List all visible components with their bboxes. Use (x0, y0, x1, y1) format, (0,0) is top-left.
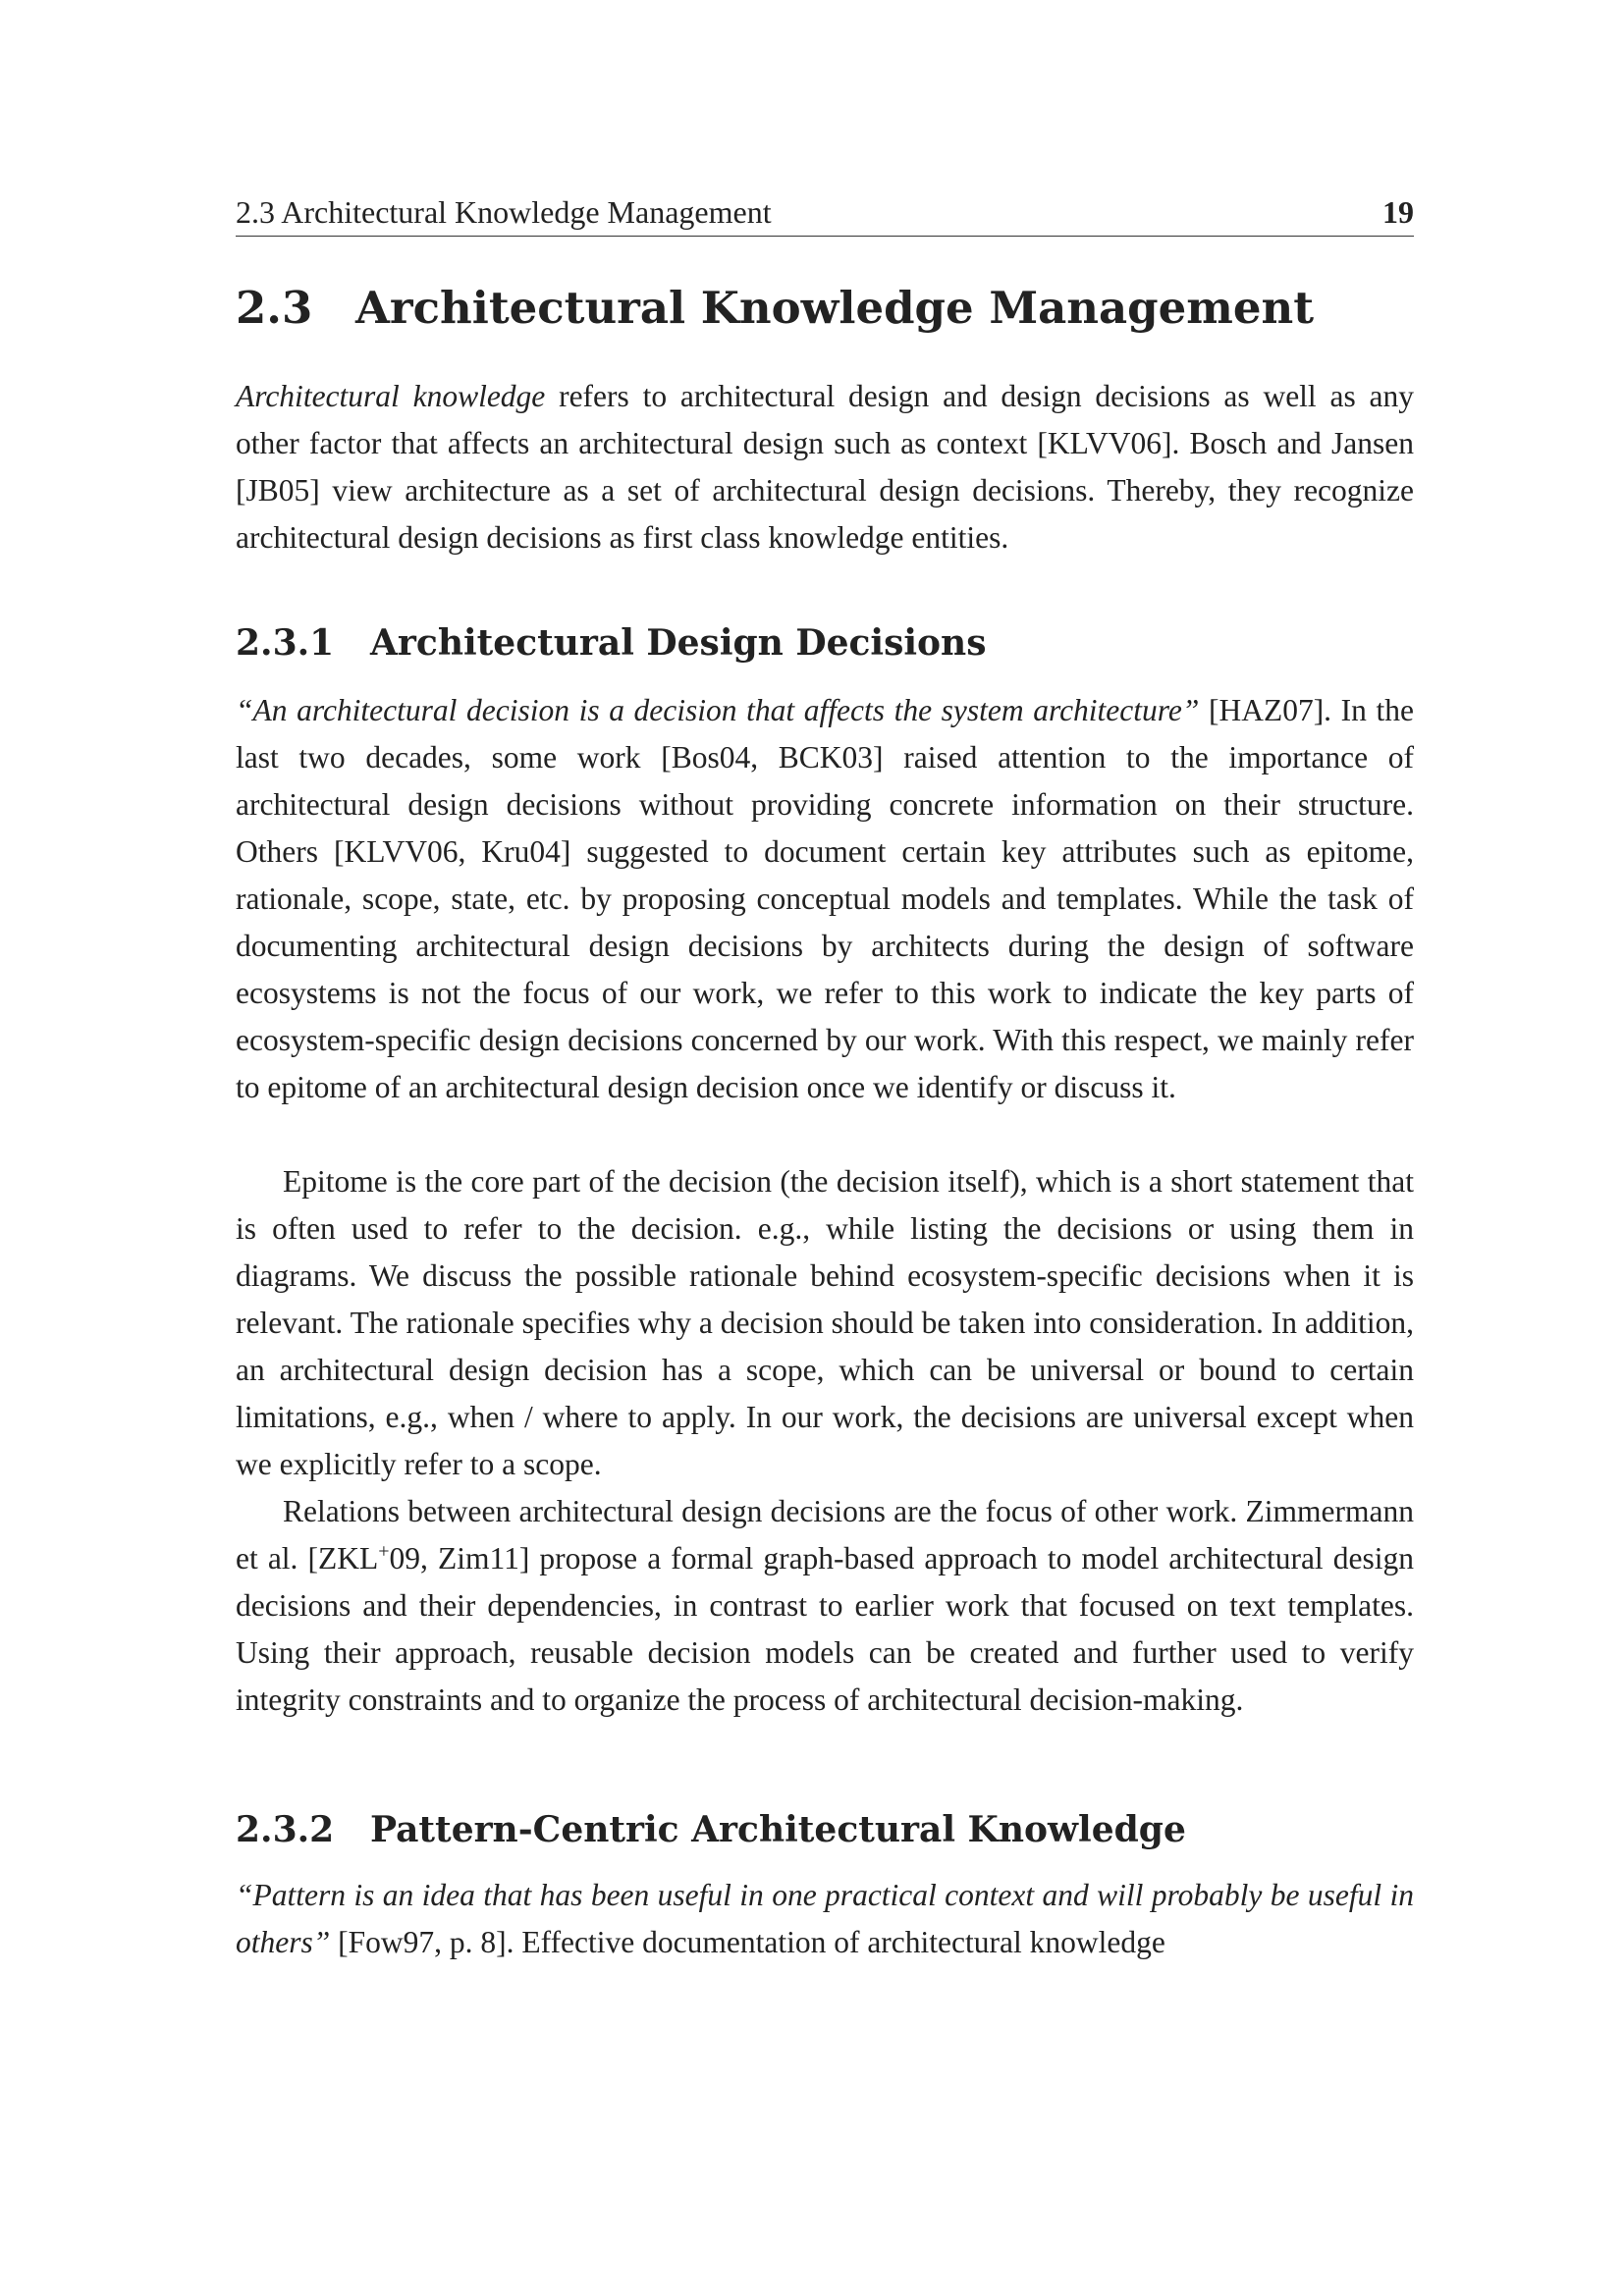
subsection-1-number: 2.3.1 (236, 622, 335, 664)
intro-term: Architectural knowledge (236, 379, 546, 413)
subsection-heading-2 (236, 1809, 1186, 1850)
paragraph-1-text: [HAZ07]. In the last two decades, some work [Bos04, BCK03] raised attention to the importance of architectural design decisions without providing concrete information on their structure. Others [KLVV06, Kru04] suggested to document certain key attributes such as epitome, rationale, scope, state, etc. by proposing conceptual models and templates. While the task of documenting architectural design decisions by architects during the design of software ecosystems is not the focus of our work, we refer to this work to indicate the key parts of ecosystem-specific design decisions concerned by our work. With this respect, we mainly refer to epitome of an architectural design decision once we identify or discuss it. (236, 693, 1414, 1104)
section-number: 2.3 (236, 282, 313, 334)
subsection-2-paragraph-1 (236, 1872, 1414, 1966)
section-title: Architectural Knowledge Management (355, 282, 1315, 334)
subsection-2-number: 2.3.2 (236, 1809, 335, 1850)
pattern-quote: “Pattern is an idea that has been useful in one practical context and will probably be useful in others” (236, 1878, 1414, 1959)
section-intro-paragraph (236, 373, 1414, 561)
subsection-1-paragraph-1 (236, 687, 1414, 1111)
section-heading (236, 282, 1314, 334)
running-header-title: 2.3 Architectural Knowledge Management (236, 194, 772, 230)
running-header (236, 194, 1414, 237)
subsection-1-title: Architectural Design Decisions (370, 622, 987, 664)
pattern-paragraph-text: [Fow97, p. 8]. Effective documentation of architectural knowledge (330, 1925, 1165, 1959)
decision-quote: “An architectural decision is a decision that affects the system architecture” (236, 693, 1200, 727)
subsection-1-paragraph-2 (236, 1158, 1414, 1488)
page-number: 19 (1382, 194, 1414, 230)
citation-superscript: + (378, 1540, 390, 1563)
subsection-1-paragraph-3 (236, 1488, 1414, 1724)
subsection-heading-1 (236, 622, 987, 664)
paragraph-3-text-b: 09, Zim11] propose a formal graph-based approach to model architectural design decisions and their dependencies, in contrast to earlier work that focused on text templates. Using their approach, reusable decision models can be created and further used to verify integrity constraints and to organize the process of architectural decision-making. (236, 1541, 1415, 1717)
paragraph-3-text-a: Relations between architectural design decisions are the focus of other work. Zimmermann et al. [ZKL (236, 1494, 1414, 1575)
intro-text: refers to architectural design and design decisions as well as any other factor that affects an architectural design such as context [KLVV06]. Bosch and Jansen [JB05] view architecture as a set of architectural design decisions. Thereby, they recognize architectural design decisions as first class knowledge entities. (236, 379, 1414, 555)
paragraph-2-text: Epitome is the core part of the decision (the decision itself), which is a short statement that is often used to refer to the decision. e.g., while listing the decisions or using them in diagrams. We discuss the possible rationale behind ecosystem-specific decisions when it is relevant. The rationale specifies why a decision should be taken into consideration. In addition, an architectural design decision has a scope, which can be universal or bound to certain limitations, e.g., when / where to apply. In our work, the decisions are universal except when we explicitly refer to a scope. (236, 1164, 1414, 1481)
subsection-2-title: Pattern-Centric Architectural Knowledge (370, 1809, 1186, 1850)
